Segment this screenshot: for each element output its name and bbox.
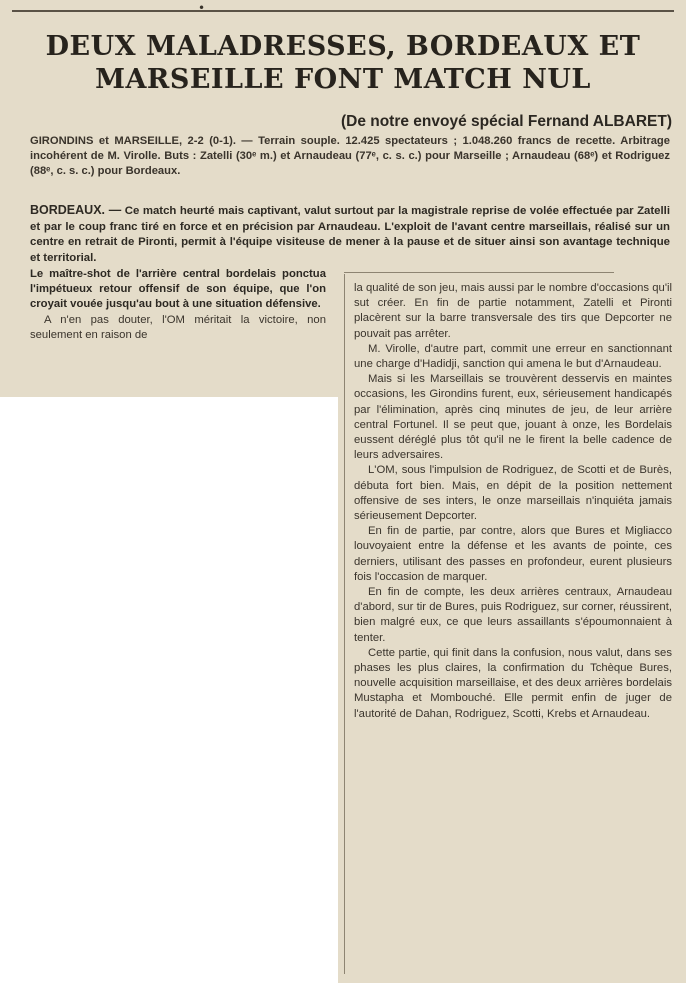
headline-line-2: MARSEILLE FONT MATCH NUL — [95, 64, 591, 95]
headline — [10, 30, 676, 96]
ornament-mark: • — [198, 1, 206, 15]
right-paragraph-7: Cette partie, qui finit dans la confusion, nous valut, dans ses phases les plus claires, la confirmation du Tchèque Bures, nouvelle acquisition marseillaise, et des deux arrières bordelais Mustapha et Mombouché. Elle permit enfin de juger de l'autorité de Dahan, Rodriguez, Scotti, Krebs et Arnaudeau. — [354, 646, 672, 720]
headline-line-1: DEUX MALADRESSES, BORDEAUX ET — [45, 31, 641, 62]
left-paragraph-1: Le maître-shot de l'arrière central bordelais ponctua l'impétueux retour offensif de son équipe, que l'on croyait vouée jusqu'au bout à une situation défensive. — [30, 268, 326, 311]
right-paragraph-1: la qualité de son jeu, mais aussi par le nombre d'occasions qu'il sut créer. En fin de partie notamment, Zatelli et Pironti placèrent sur la barre transversale des tirs que Depcorter ne pouvait pas arrêter. — [354, 282, 672, 340]
right-column — [354, 281, 672, 722]
left-column — [30, 267, 326, 343]
lead-paragraph — [30, 203, 670, 266]
lead-text: Ce match heurté mais captivant, valut surtout par la magistrale reprise de volée effectuée par Zatelli et par le coup franc tiré en force et en précision par Arnaudeau. L'exploit de l'avant centre marseillais, réalisé sur un centre en retrait de Pironti, permit à l'équipe visiteuse de mener à la pause et de situer ainsi son avantage technique et territorial. — [30, 205, 670, 264]
match-summary: GIRONDINS et MARSEILLE, 2-2 (0-1). — Terrain souple. 12.425 spectateurs ; 1.048.260 francs de recette. Arbitrage incohérent de M. Virolle. Buts : Zatelli (30ᵉ m.) et Arnaudeau (77ᵉ, c. s. c.) pour Marseille ; Arnaudeau (68ᵉ) et Rodriguez (88ᵉ, c. s. c.) pour Bordeaux. — [30, 135, 670, 177]
column-rule — [344, 272, 614, 273]
byline: (De notre envoyé spécial Fernand ALBARET) — [340, 113, 672, 130]
right-paragraph-5: En fin de partie, par contre, alors que Bures et Migliacco louvoyaient entre la défense et les avants de pointe, ces derniers, utilisant des passes en profondeur, eurent plusieurs fois l'occasion de marquer. — [354, 525, 672, 583]
right-paragraph-6: En fin de compte, les deux arrières centraux, Arnaudeau d'abord, sur tir de Bures, puis Rodriguez, sur corner, réussirent, bien malgré eux, ce que leurs assaillants s'époumonnaient à tenter. — [354, 586, 672, 644]
dateline: BORDEAUX. — — [30, 203, 122, 217]
column-divider — [344, 274, 345, 974]
right-paragraph-2: M. Virolle, d'autre part, commit une erreur en sanctionnant une charge d'Hadidji, sanction qui amena le but d'Arnaudeau. — [354, 342, 672, 371]
top-rule — [12, 10, 674, 12]
left-paragraph-2: A n'en pas douter, l'OM méritait la victoire, non seulement en raison de — [30, 313, 326, 341]
right-paragraph-3: Mais si les Marseillais se trouvèrent desservis en maintes occasions, les Girondins furent, eux, sérieusement handicapés par l'élimination, après cinq minutes de jeu, de leur arrière central Fortunel. Il se peut que, jouant à onze, les Bordelais eussent déréglé plus tôt qu'il ne le firent la belle cadence de leurs adversaires. — [354, 373, 672, 462]
right-paragraph-4: L'OM, sous l'impulsion de Rodriguez, de Scotti et de Burès, débuta fort bien. Mais, en dépit de la position nettement offensive de ses inters, le onze marseillais n'inquiéta jamais sérieusement Depcorter. — [354, 464, 672, 523]
